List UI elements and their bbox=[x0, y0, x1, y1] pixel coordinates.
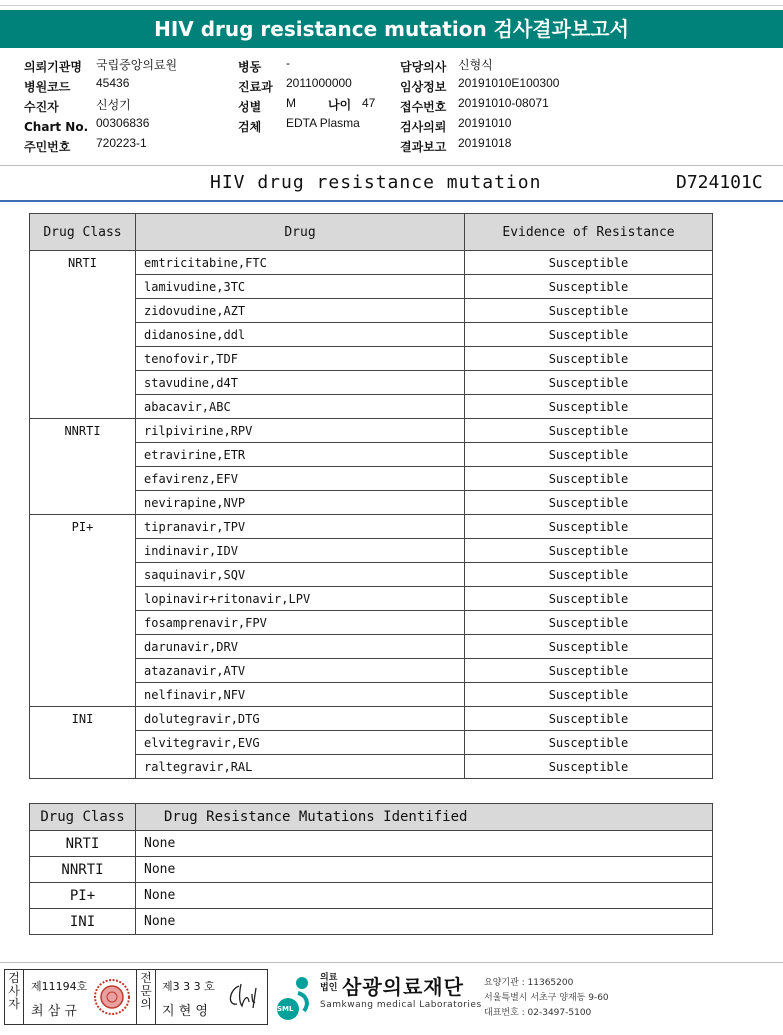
phone: 대표번호 : 02-3497-5100 bbox=[484, 1008, 592, 1018]
drug-cell: efavirenz,EFV bbox=[136, 467, 465, 491]
institution-code: 요양기관 : 11365200 bbox=[484, 978, 574, 988]
specialist-license: 제3 3 3 호 bbox=[162, 980, 215, 993]
signature-box bbox=[4, 969, 268, 1025]
table-row bbox=[30, 419, 713, 443]
value-age: 47 bbox=[362, 96, 376, 110]
evidence-cell: Susceptible bbox=[465, 707, 713, 731]
value-ward: - bbox=[286, 56, 290, 70]
table-row bbox=[30, 707, 713, 731]
info-col-3 bbox=[400, 56, 560, 156]
drug-cell: etravirine,ETR bbox=[136, 443, 465, 467]
seal-icon bbox=[93, 978, 131, 1020]
label-clinical-info: 임상정보 bbox=[400, 80, 447, 94]
org-name: 삼광의료재단 bbox=[342, 975, 464, 999]
drug-cell: tenofovir,TDF bbox=[136, 347, 465, 371]
evidence-cell: Susceptible bbox=[465, 683, 713, 707]
org-prefix bbox=[320, 973, 337, 993]
header-evidence: Evidence of Resistance bbox=[465, 214, 713, 251]
evidence-cell: Susceptible bbox=[465, 371, 713, 395]
drug-cell: indinavir,IDV bbox=[136, 539, 465, 563]
drug-cell: fosamprenavir,FPV bbox=[136, 611, 465, 635]
evidence-cell: Susceptible bbox=[465, 611, 713, 635]
drug-class-cell: INI bbox=[30, 909, 136, 935]
report-code: D724101C bbox=[676, 172, 763, 193]
drug-class-cell: NRTI bbox=[30, 831, 136, 857]
label-specimen: 검체 bbox=[238, 120, 262, 134]
evidence-cell: Susceptible bbox=[465, 323, 713, 347]
table-row bbox=[30, 515, 713, 539]
evidence-cell: Susceptible bbox=[465, 299, 713, 323]
evidence-cell: Susceptible bbox=[465, 659, 713, 683]
evidence-cell: Susceptible bbox=[465, 251, 713, 275]
role-tester: 검사자 bbox=[8, 971, 20, 1011]
value-department: 2011000000 bbox=[286, 76, 352, 90]
drug-cell: atazanavir,ATV bbox=[136, 659, 465, 683]
label-age: 나이 bbox=[328, 98, 352, 112]
mutation-cell: None bbox=[136, 857, 713, 883]
label-department: 진료과 bbox=[238, 80, 273, 94]
resistance-table bbox=[29, 213, 713, 779]
value-chart-no: 00306836 bbox=[96, 116, 150, 130]
value-clinical-info: 20191010E100300 bbox=[458, 76, 560, 90]
value-doctor: 신형식 bbox=[458, 58, 493, 72]
evidence-cell: Susceptible bbox=[465, 395, 713, 419]
drug-cell: tipranavir,TPV bbox=[136, 515, 465, 539]
drug-cell: abacavir,ABC bbox=[136, 395, 465, 419]
value-hospital-code: 45436 bbox=[96, 76, 130, 90]
signature-icon bbox=[225, 980, 261, 1018]
label-report-date: 결과보고 bbox=[400, 140, 447, 154]
mutation-cell: None bbox=[136, 883, 713, 909]
tester-name: 최 삼 규 bbox=[31, 1004, 77, 1019]
box-divider bbox=[155, 970, 156, 1024]
evidence-cell: Susceptible bbox=[465, 635, 713, 659]
info-col-2 bbox=[238, 56, 376, 136]
drug-cell: elvitegravir,EVG bbox=[136, 731, 465, 755]
drug-cell: raltegravir,RAL bbox=[136, 755, 465, 779]
drug-cell: lamivudine,3TC bbox=[136, 275, 465, 299]
mutation-cell: None bbox=[136, 909, 713, 935]
org-prefix-top: 의료 bbox=[320, 973, 338, 983]
value-specimen: EDTA Plasma bbox=[286, 116, 360, 130]
label-sex: 성별 bbox=[238, 100, 262, 114]
evidence-cell: Susceptible bbox=[465, 755, 713, 779]
drug-class-cell: NNRTI bbox=[30, 419, 136, 515]
report-title: HIV drug resistance mutation bbox=[210, 172, 542, 193]
header-drug: Drug bbox=[136, 214, 465, 251]
value-accession-no: 20191010-08071 bbox=[458, 96, 549, 110]
value-sex: M bbox=[286, 96, 296, 110]
drug-cell: zidovudine,AZT bbox=[136, 299, 465, 323]
mutation-cell: None bbox=[136, 831, 713, 857]
top-line bbox=[0, 5, 783, 6]
evidence-cell: Susceptible bbox=[465, 347, 713, 371]
mutation-table-body bbox=[30, 831, 713, 935]
info-col-1 bbox=[24, 56, 178, 156]
label-institution: 의뢰기관명 bbox=[24, 60, 82, 74]
evidence-cell: Susceptible bbox=[465, 515, 713, 539]
specialist-name: 지 현 영 bbox=[162, 1004, 208, 1019]
header-drug-class: Drug Class bbox=[30, 804, 136, 831]
value-institution: 국립중앙의료원 bbox=[96, 58, 178, 72]
drug-cell: didanosine,ddl bbox=[136, 323, 465, 347]
drug-class-cell: PI+ bbox=[30, 515, 136, 707]
table-row bbox=[30, 831, 713, 857]
tester-license: 제11194호 bbox=[31, 980, 88, 993]
address: 서울특별시 서초구 양재동 9-60 bbox=[484, 993, 609, 1003]
drug-cell: nevirapine,NVP bbox=[136, 491, 465, 515]
drug-class-cell: NRTI bbox=[30, 251, 136, 419]
value-resident-no: 720223-1 bbox=[96, 136, 147, 150]
evidence-cell: Susceptible bbox=[465, 467, 713, 491]
label-chart-no: Chart No. bbox=[24, 120, 89, 134]
header-mutations: Drug Resistance Mutations Identified bbox=[136, 804, 713, 831]
footer-line bbox=[0, 962, 783, 963]
table-row bbox=[30, 883, 713, 909]
value-report-date: 20191018 bbox=[458, 136, 512, 150]
value-patient: 신성기 bbox=[96, 98, 131, 112]
drug-cell: saquinavir,SQV bbox=[136, 563, 465, 587]
divider bbox=[0, 165, 783, 166]
box-divider bbox=[136, 970, 137, 1024]
table-header-row bbox=[30, 804, 713, 831]
report-banner: HIV drug resistance mutation 검사결과보고서 bbox=[0, 10, 783, 48]
drug-cell: emtricitabine,FTC bbox=[136, 251, 465, 275]
evidence-cell: Susceptible bbox=[465, 275, 713, 299]
evidence-cell: Susceptible bbox=[465, 419, 713, 443]
drug-cell: darunavir,DRV bbox=[136, 635, 465, 659]
logo-text: SML bbox=[277, 1005, 294, 1013]
resistance-table-body bbox=[30, 251, 713, 779]
label-patient: 수진자 bbox=[24, 100, 59, 114]
header-drug-class: Drug Class bbox=[30, 214, 136, 251]
label-request-date: 검사의뢰 bbox=[400, 120, 447, 134]
sml-logo-icon bbox=[272, 973, 318, 1025]
table-row bbox=[30, 909, 713, 935]
drug-cell: stavudine,d4T bbox=[136, 371, 465, 395]
title-underline bbox=[0, 200, 783, 202]
evidence-cell: Susceptible bbox=[465, 539, 713, 563]
drug-cell: rilpivirine,RPV bbox=[136, 419, 465, 443]
evidence-cell: Susceptible bbox=[465, 443, 713, 467]
evidence-cell: Susceptible bbox=[465, 563, 713, 587]
drug-cell: lopinavir+ritonavir,LPV bbox=[136, 587, 465, 611]
label-ward: 병동 bbox=[238, 60, 262, 74]
drug-class-cell: INI bbox=[30, 707, 136, 779]
drug-class-cell: PI+ bbox=[30, 883, 136, 909]
org-prefix-bottom: 법인 bbox=[320, 983, 338, 993]
label-doctor: 담당의사 bbox=[400, 60, 447, 74]
label-hospital-code: 병원코드 bbox=[24, 80, 71, 94]
table-header-row bbox=[30, 214, 713, 251]
drug-cell: nelfinavir,NFV bbox=[136, 683, 465, 707]
table-row bbox=[30, 251, 713, 275]
org-english-name: Samkwang medical Laboratories bbox=[320, 1000, 482, 1010]
table-row bbox=[30, 857, 713, 883]
drug-cell: dolutegravir,DTG bbox=[136, 707, 465, 731]
label-resident-no: 주민번호 bbox=[24, 140, 71, 154]
mutation-table bbox=[29, 803, 713, 935]
value-request-date: 20191010 bbox=[458, 116, 512, 130]
label-accession-no: 접수번호 bbox=[400, 100, 447, 114]
evidence-cell: Susceptible bbox=[465, 491, 713, 515]
box-divider bbox=[23, 970, 24, 1024]
role-specialist: 전문의 bbox=[140, 971, 152, 1011]
drug-class-cell: NNRTI bbox=[30, 857, 136, 883]
evidence-cell: Susceptible bbox=[465, 587, 713, 611]
evidence-cell: Susceptible bbox=[465, 731, 713, 755]
